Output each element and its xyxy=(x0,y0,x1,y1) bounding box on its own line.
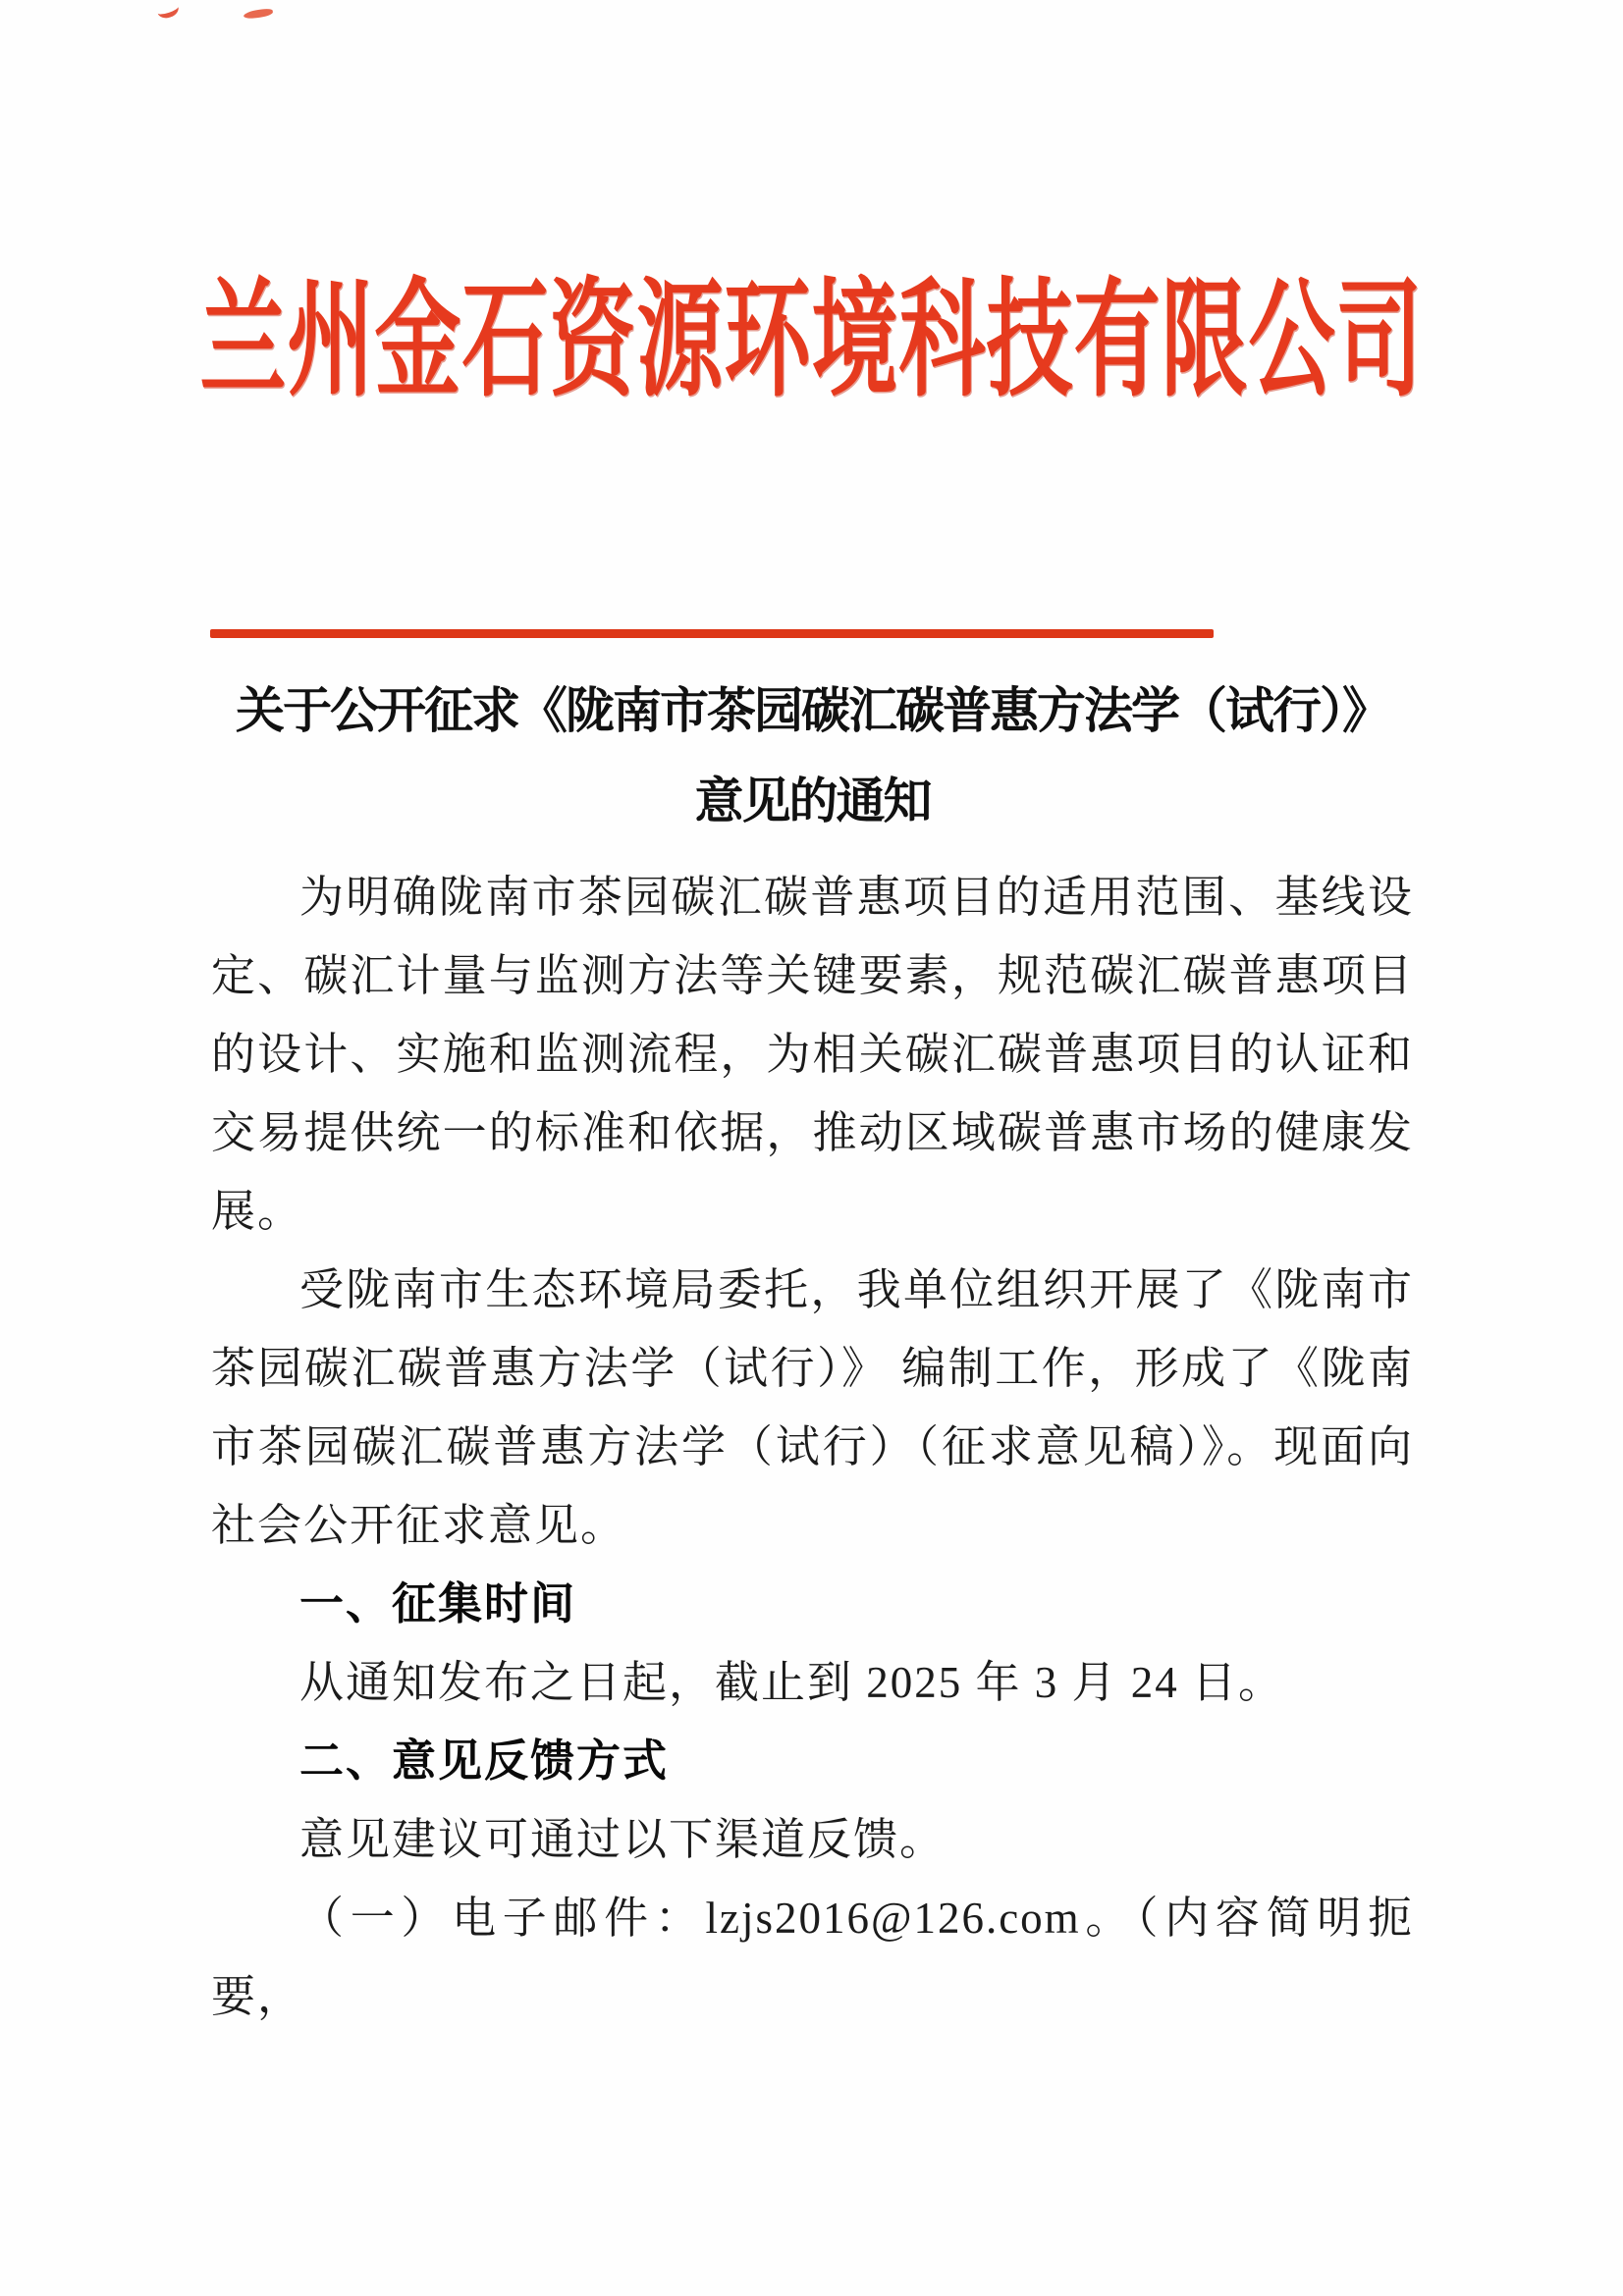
company-letterhead xyxy=(0,272,1623,413)
section-heading-feedback-methods: 二、意见反馈方式 xyxy=(299,1735,670,1786)
collection-period-text: 从通知发布之日起，截止到 2025 年 3 月 24 日。 xyxy=(299,1658,1285,1707)
document-title-line-1: 关于公开征求《陇南市茶园碳汇碳普惠方法学（试行）》 xyxy=(236,683,1389,738)
paragraph-background: 受陇南市生态环境局委托，我单位组织开展了《陇南市茶园碳汇碳普惠方法学（试行）》 编制工作，形成了《陇南市茶园碳汇碳普惠方法学（试行）（征求意见稿）》。现面向社会公开征求意见。 xyxy=(211,1265,1414,1550)
document-title-line-2: 意见的通知 xyxy=(694,774,931,828)
feedback-intro-text: 意见建议可通过以下渠道反馈。 xyxy=(299,1815,947,1864)
document-title xyxy=(211,666,1414,846)
section-heading-collection-period: 一、征集时间 xyxy=(299,1578,577,1629)
letterhead-divider-rule xyxy=(210,629,1214,638)
company-name: 兰州金石资源环境科技有限公司 xyxy=(199,272,1424,413)
feedback-email-item: （一）电子邮件：lzjs2016@126.com。（内容简明扼要， xyxy=(211,1894,1414,2021)
notice-text xyxy=(211,858,1414,2036)
scan-artifact-mark xyxy=(155,0,181,21)
document-body xyxy=(211,666,1414,2036)
paragraph-purpose: 为明确陇南市茶园碳汇碳普惠项目的适用范围、基线设定、碳汇计量与监测方法等关键要素，规范碳汇碳普惠项目的设计、实施和监测流程，为相关碳汇碳普惠项目的认证和交易提供统一的标准和依据，推动区域碳普惠市场的健康发展。 xyxy=(211,873,1414,1236)
scan-artifact-mark xyxy=(243,8,274,20)
